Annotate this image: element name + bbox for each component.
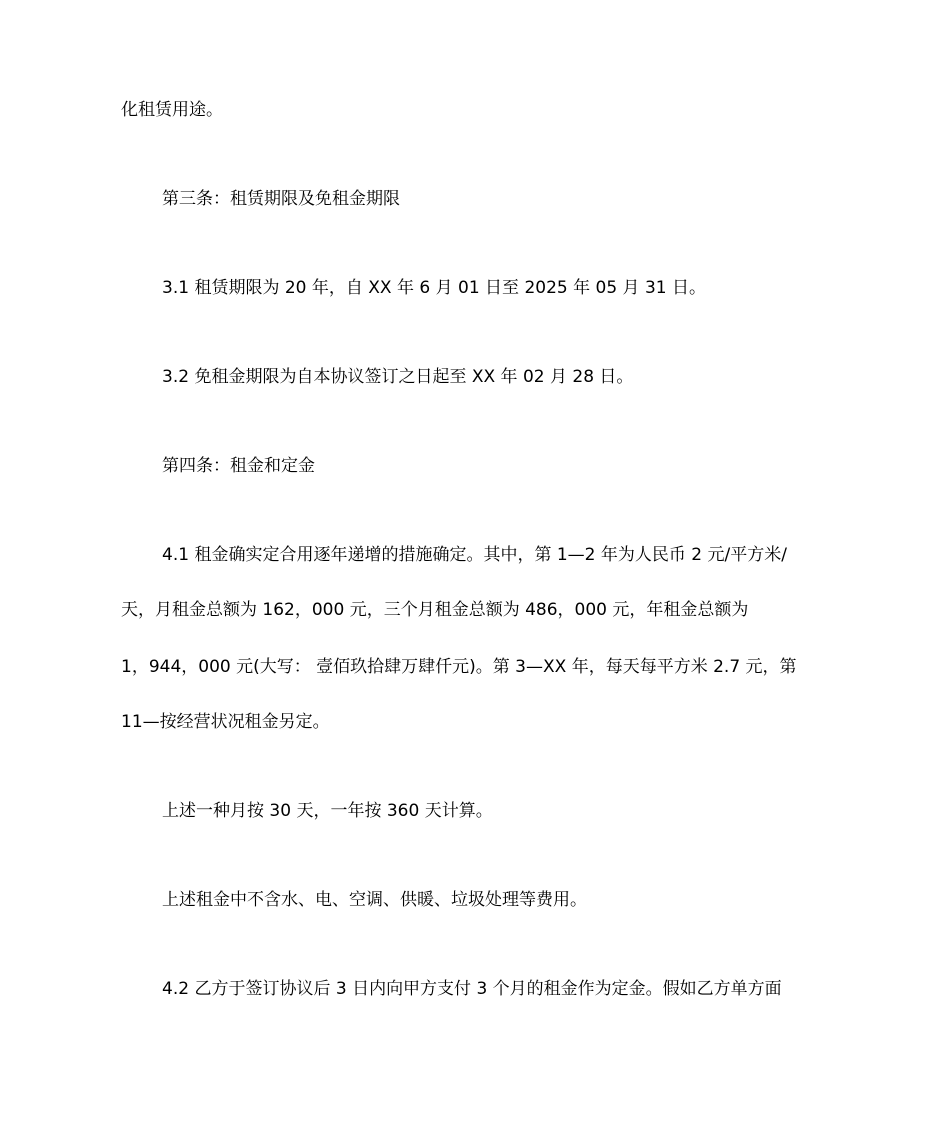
article-heading: 第四条：租金和定金 [162,456,315,476]
article-heading: 第三条：租赁期限及免租金期限 [162,189,400,209]
paragraph-line: 化租赁用途。 [121,100,223,120]
clause-4-2-line: 4.2 乙方于签订协议后 3 日内向甲方支付 3 个月的租金作为定金。假如乙方单方面 [162,979,782,999]
paragraph-line: 上述租金中不含水、电、空调、供暖、垃圾处理等费用。 [162,890,587,910]
clause-3-1: 3.1 租赁期限为 20 年，自 XX 年 6 月 01 日至 2025 年 05 月 31 日。 [162,278,706,298]
clause-4-1-line: 11—按经营状况租金另定。 [121,712,330,732]
clause-4-1-line: 天，月租金总额为 162，000 元，三个月租金总额为 486，000 元，年租金总额为 [121,600,749,620]
paragraph-line: 上述一种月按 30 天，一年按 360 天计算。 [162,801,493,821]
clause-3-2: 3.2 免租金期限为自本协议签订之日起至 XX 年 02 月 28 日。 [162,367,634,387]
clause-4-1-line: 4.1 租金确实定合用逐年递增的措施确定。其中，第 1—2 年为人民币 2 元/平方米/ [162,545,787,565]
clause-4-1-line: 1，944，000 元(大写： 壹佰玖拾肆万肆仟元)。第 3—XX 年，每天每平方米 2.7 元，第 [121,657,797,677]
